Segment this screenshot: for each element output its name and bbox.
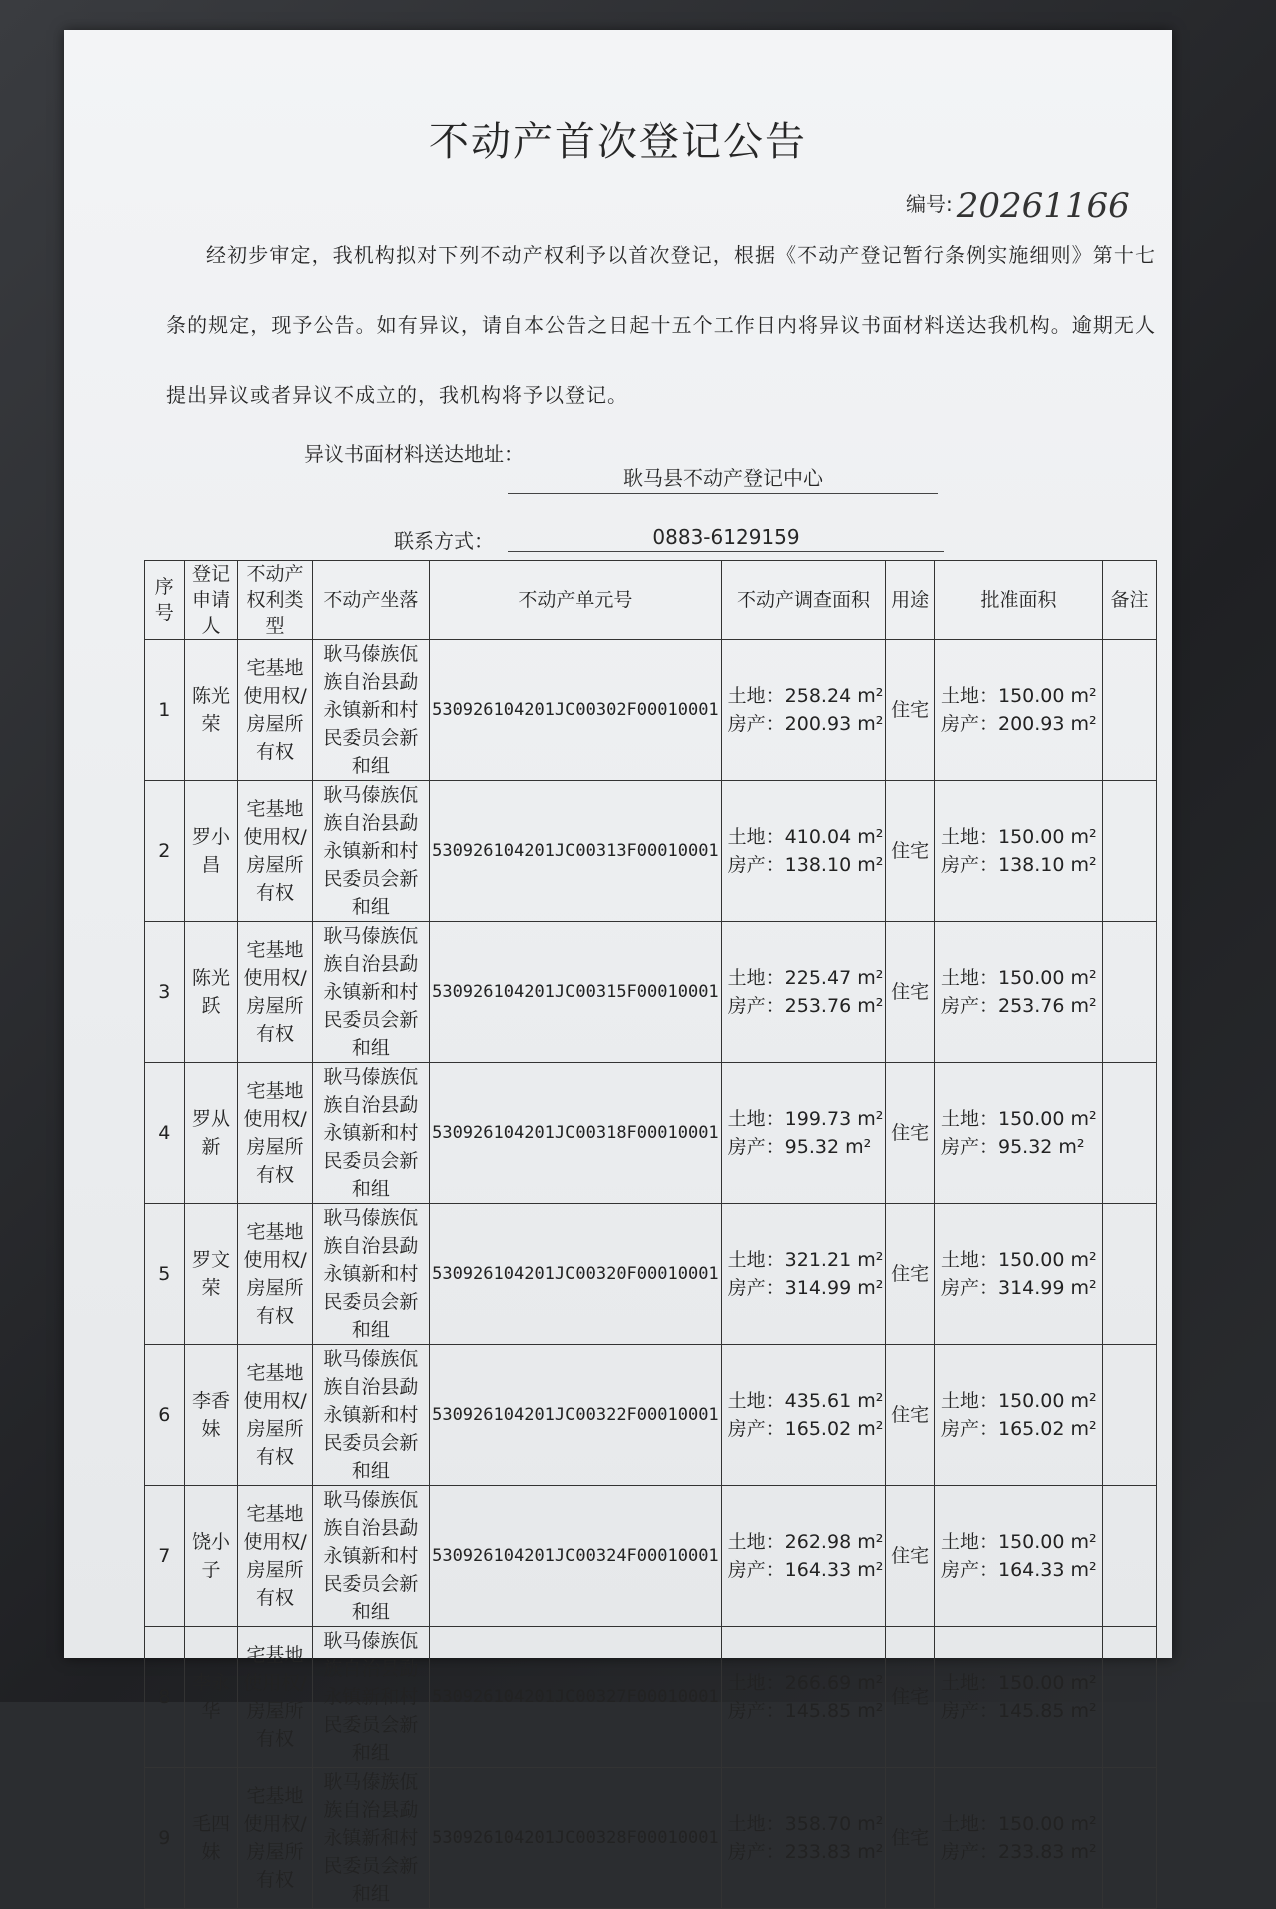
cell-no: 7 (145, 1486, 185, 1627)
cell-approved-area (934, 1345, 1102, 1486)
cell-note (1103, 1204, 1157, 1345)
cell-right-type: 宅基地使用权/房屋所有权 (238, 640, 312, 781)
header-use: 用途 (886, 561, 935, 640)
cell-no: 3 (145, 922, 185, 1063)
cell-note (1103, 1345, 1157, 1486)
table-row (145, 781, 1157, 922)
survey-house: 房产：314.99 m² (727, 1277, 884, 1299)
cell-use: 住宅 (886, 640, 935, 781)
cell-approved-area (934, 1204, 1102, 1345)
cell-unit-no: 530926104201JC00324F00010001 (430, 1486, 722, 1627)
survey-land: 土地：225.47 m² (727, 967, 884, 989)
survey-house: 房产：138.10 m² (727, 854, 884, 876)
cell-use: 住宅 (886, 781, 935, 922)
cell-survey-area (721, 1204, 886, 1345)
cell-no: 2 (145, 781, 185, 922)
header-approved-area: 批准面积 (934, 561, 1102, 640)
approved-house: 房产：138.10 m² (940, 854, 1097, 876)
cell-location: 耿马傣族佤族自治县勐永镇新和村民委员会新和组 (312, 781, 429, 922)
header-survey-area: 不动产调查面积 (721, 561, 886, 640)
contact-label: 联系方式： (394, 529, 494, 553)
cell-note (1103, 922, 1157, 1063)
cell-survey-area (721, 640, 886, 781)
survey-land: 土地：435.61 m² (727, 1390, 884, 1412)
cell-unit-no: 530926104201JC00315F00010001 (430, 922, 722, 1063)
cell-applicant: 李永华 (184, 1627, 238, 1768)
survey-house: 房产：95.32 m² (727, 1136, 872, 1158)
cell-approved-area (934, 1627, 1102, 1768)
cell-survey-area (721, 781, 886, 922)
cell-location: 耿马傣族佤族自治县勐永镇新和村民委员会新和组 (312, 1345, 429, 1486)
cell-unit-no: 530926104201JC00327F00010001 (430, 1627, 722, 1768)
header-applicant: 登记申请人 (184, 561, 238, 640)
cell-location: 耿马傣族佤族自治县勐永镇新和村民委员会新和组 (312, 640, 429, 781)
cell-unit-no: 530926104201JC00313F00010001 (430, 781, 722, 922)
cell-note (1103, 1627, 1157, 1768)
survey-land: 土地：358.70 m² (727, 1813, 884, 1835)
notice-paragraph: 经初步审定，我机构拟对下列不动产权利予以首次登记，根据《不动产登记暂行条例实施细则》第十七条的规定，现予公告。如有异议，请自本公告之日起十五个工作日内将异议书面材料送达我机构。逾期无人提出异议或者异议不成立的，我机构将予以登记。 (166, 243, 1156, 407)
cell-applicant: 陈光荣 (184, 640, 238, 781)
cell-location: 耿马傣族佤族自治县勐永镇新和村民委员会新和组 (312, 1204, 429, 1345)
header-right-type: 不动产权利类型 (238, 561, 312, 640)
approved-house: 房产：164.33 m² (940, 1559, 1097, 1581)
cell-survey-area (721, 1627, 886, 1768)
survey-land: 土地：199.73 m² (727, 1108, 884, 1130)
header-unit-no: 不动产单元号 (430, 561, 722, 640)
approved-house: 房产：314.99 m² (940, 1277, 1097, 1299)
cell-use: 住宅 (886, 1768, 935, 1909)
cell-approved-area (934, 1486, 1102, 1627)
cell-no: 9 (145, 1768, 185, 1909)
cell-note (1103, 1486, 1157, 1627)
serial-number (906, 180, 1130, 226)
cell-location: 耿马傣族佤族自治县勐永镇新和村民委员会新和组 (312, 1486, 429, 1627)
cell-applicant: 罗小昌 (184, 781, 238, 922)
cell-use: 住宅 (886, 1204, 935, 1345)
table-row (145, 1204, 1157, 1345)
approved-house: 房产：253.76 m² (940, 995, 1097, 1017)
cell-applicant: 毛四妹 (184, 1768, 238, 1909)
survey-house: 房产：253.76 m² (727, 995, 884, 1017)
approved-land: 土地：150.00 m² (940, 1672, 1097, 1694)
cell-use: 住宅 (886, 1063, 935, 1204)
cell-right-type: 宅基地使用权/房屋所有权 (238, 1345, 312, 1486)
table-row (145, 1063, 1157, 1204)
table-row (145, 640, 1157, 781)
cell-no: 5 (145, 1204, 185, 1345)
approved-land: 土地：150.00 m² (940, 826, 1097, 848)
cell-survey-area (721, 1063, 886, 1204)
cell-survey-area (721, 1345, 886, 1486)
approved-house: 房产：165.02 m² (940, 1418, 1097, 1440)
cell-location: 耿马傣族佤族自治县勐永镇新和村民委员会新和组 (312, 1063, 429, 1204)
cell-applicant: 李香妹 (184, 1345, 238, 1486)
survey-house: 房产：200.93 m² (727, 713, 884, 735)
notice-title: 不动产首次登记公告 (429, 119, 807, 165)
cell-applicant: 饶小子 (184, 1486, 238, 1627)
cell-right-type: 宅基地使用权/房屋所有权 (238, 1627, 312, 1768)
cell-right-type: 宅基地使用权/房屋所有权 (238, 1204, 312, 1345)
cell-right-type: 宅基地使用权/房屋所有权 (238, 922, 312, 1063)
survey-land: 土地：258.24 m² (727, 685, 884, 707)
survey-house: 房产：165.02 m² (727, 1418, 884, 1440)
cell-applicant: 罗从新 (184, 1063, 238, 1204)
cell-use: 住宅 (886, 1486, 935, 1627)
cell-use: 住宅 (886, 1345, 935, 1486)
table-row (145, 922, 1157, 1063)
cell-no: 8 (145, 1627, 185, 1768)
cell-applicant: 陈光跃 (184, 922, 238, 1063)
serial-label: 编号: (906, 192, 953, 216)
cell-location: 耿马傣族佤族自治县勐永镇新和村民委员会新和组 (312, 1627, 429, 1768)
cell-approved-area (934, 922, 1102, 1063)
approved-land: 土地：150.00 m² (940, 685, 1097, 707)
approved-land: 土地：150.00 m² (940, 1249, 1097, 1271)
table-row (145, 1768, 1157, 1909)
approved-land: 土地：150.00 m² (940, 1108, 1097, 1130)
cell-location: 耿马傣族佤族自治县勐永镇新和村民委员会新和组 (312, 922, 429, 1063)
cell-note (1103, 640, 1157, 781)
cell-applicant: 罗文荣 (184, 1204, 238, 1345)
serial-value-handwritten: 20261166 (956, 186, 1130, 226)
cell-unit-no: 530926104201JC00322F00010001 (430, 1345, 722, 1486)
cell-unit-no: 530926104201JC00302F00010001 (430, 640, 722, 781)
header-note: 备注 (1103, 561, 1157, 640)
cell-no: 4 (145, 1063, 185, 1204)
cell-right-type: 宅基地使用权/房屋所有权 (238, 1063, 312, 1204)
survey-house: 房产：145.85 m² (727, 1700, 884, 1722)
header-no: 序号 (145, 561, 185, 640)
table-row (145, 1627, 1157, 1768)
cell-survey-area (721, 1768, 886, 1909)
registration-table (144, 560, 1157, 1909)
approved-land: 土地：150.00 m² (940, 1813, 1097, 1835)
cell-no: 6 (145, 1345, 185, 1486)
address-label: 异议书面材料送达地址： (304, 442, 524, 466)
address-value: 耿马县不动产登记中心 (508, 462, 938, 494)
cell-unit-no: 530926104201JC00318F00010001 (430, 1063, 722, 1204)
cell-note (1103, 1768, 1157, 1909)
cell-approved-area (934, 1768, 1102, 1909)
cell-use: 住宅 (886, 1627, 935, 1768)
cell-approved-area (934, 640, 1102, 781)
cell-use: 住宅 (886, 922, 935, 1063)
table-row (145, 1345, 1157, 1486)
cell-unit-no: 530926104201JC00328F00010001 (430, 1768, 722, 1909)
cell-location: 耿马傣族佤族自治县勐永镇新和村民委员会新和组 (312, 1768, 429, 1909)
contact-value: 0883-6129159 (508, 525, 944, 552)
survey-house: 房产：233.83 m² (727, 1841, 884, 1863)
survey-land: 土地：410.04 m² (727, 826, 884, 848)
header-location: 不动产坐落 (312, 561, 429, 640)
cell-note (1103, 781, 1157, 922)
approved-house: 房产：95.32 m² (940, 1136, 1085, 1158)
survey-land: 土地：262.98 m² (727, 1531, 884, 1553)
approved-house: 房产：233.83 m² (940, 1841, 1097, 1863)
cell-right-type: 宅基地使用权/房屋所有权 (238, 1486, 312, 1627)
table-row (145, 1486, 1157, 1627)
cell-unit-no: 530926104201JC00320F00010001 (430, 1204, 722, 1345)
cell-survey-area (721, 922, 886, 1063)
survey-land: 土地：266.69 m² (727, 1672, 884, 1694)
cell-approved-area (934, 781, 1102, 922)
approved-house: 房产：200.93 m² (940, 713, 1097, 735)
cell-note (1103, 1063, 1157, 1204)
cell-no: 1 (145, 640, 185, 781)
approved-house: 房产：145.85 m² (940, 1700, 1097, 1722)
survey-house: 房产：164.33 m² (727, 1559, 884, 1581)
cell-right-type: 宅基地使用权/房屋所有权 (238, 781, 312, 922)
cell-right-type: 宅基地使用权/房屋所有权 (238, 1768, 312, 1909)
cell-approved-area (934, 1063, 1102, 1204)
approved-land: 土地：150.00 m² (940, 1531, 1097, 1553)
survey-land: 土地：321.21 m² (727, 1249, 884, 1271)
cell-survey-area (721, 1486, 886, 1627)
table-header-row (145, 561, 1157, 640)
approved-land: 土地：150.00 m² (940, 1390, 1097, 1412)
notice-paper (64, 30, 1172, 1905)
approved-land: 土地：150.00 m² (940, 967, 1097, 989)
